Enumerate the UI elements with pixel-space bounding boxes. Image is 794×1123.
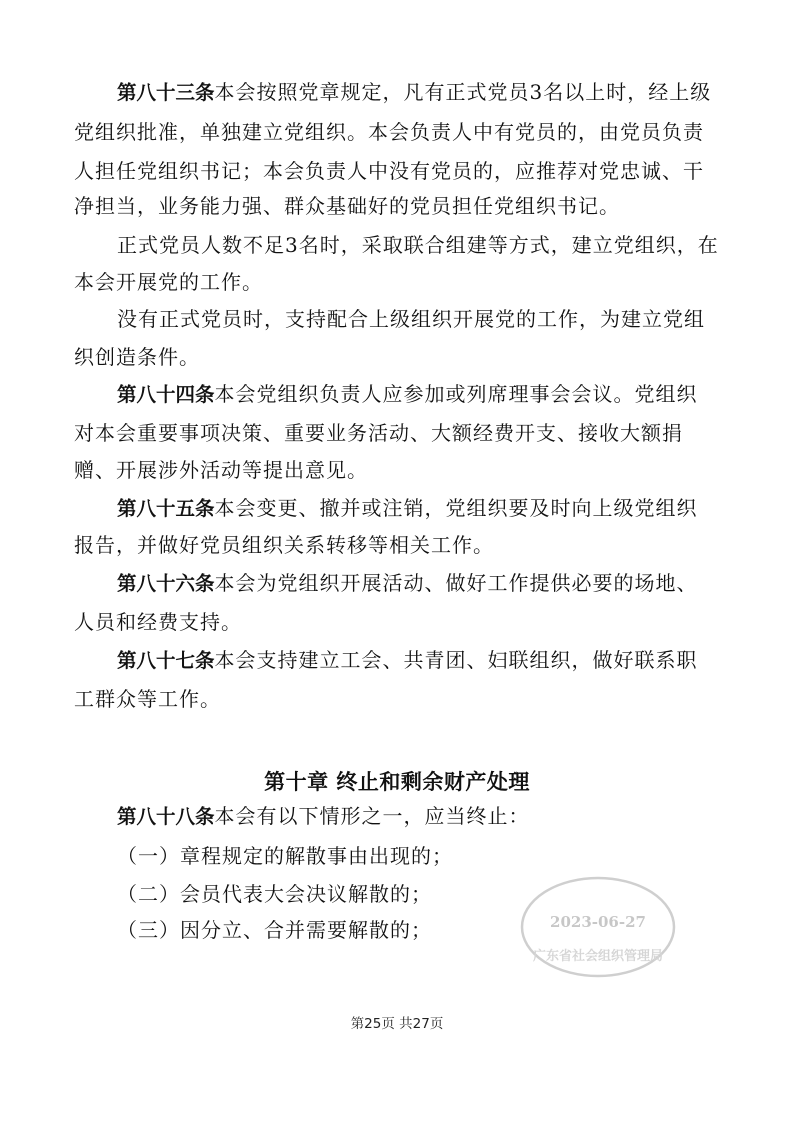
article-85-text: 本会变更、撤并或注销，党组织要及时向上级党组织: [214, 496, 698, 520]
article-88-text: 本会有以下情形之一，应当终止：: [214, 804, 530, 828]
party-member-insufficient-line-2: [74, 270, 263, 294]
paragraph-text: 对本会重要事项决策、重要业务活动、大额经费开支、接收大额捐: [74, 421, 683, 445]
article-86-text: 本会为党组织开展活动、做好工作提供必要的场地、: [214, 571, 698, 595]
article-86-line-2: [74, 610, 242, 634]
page-number-footer: 第25页 共27页: [350, 1016, 444, 1032]
article-84-text: 本会党组织负责人应参加或列席理事会会议。党组织: [214, 382, 698, 406]
paragraph-text: 报告，并做好党员组织关系转移等相关工作。: [74, 533, 494, 557]
article-86-line-1: [117, 571, 698, 596]
article-87-heading: 第八十七条: [117, 649, 215, 672]
article-83-heading: 第八十三条: [117, 81, 215, 104]
article-87-line-2: [74, 687, 221, 711]
paragraph-text: 净担当，业务能力强、群众基础好的党员担任党组织书记。: [74, 194, 620, 218]
list-item-text: （二）会员代表大会决议解散的；: [117, 882, 432, 906]
article-84-line-3: [74, 458, 368, 482]
list-item-text: （一）章程规定的解散事由出现的；: [117, 844, 453, 868]
article-83-line-1: [117, 80, 711, 105]
seal-organization: 广东省社会组织管理局: [532, 949, 664, 964]
party-member-insufficient-line-1: [117, 233, 719, 257]
article-83-line-4: [74, 194, 620, 218]
article-83-line-3: [74, 159, 704, 183]
no-party-member-line-2: [74, 345, 200, 369]
paragraph-text: 正式党员人数不足3名时，采取联合组建等方式，建立党组织，在: [117, 233, 719, 257]
article-85-heading: 第八十五条: [117, 497, 215, 520]
termination-item-1: [117, 844, 453, 868]
article-84-line-1: [117, 382, 698, 407]
paragraph-text: 没有正式党员时，支持配合上级组织开展党的工作，为建立党组: [117, 307, 705, 331]
article-87-line-1: [117, 648, 698, 673]
paragraph-text: 本会开展党的工作。: [74, 270, 263, 294]
termination-item-3: [117, 918, 432, 942]
paragraph-text: 党组织批准，单独建立党组织。本会负责人中有党员的，由党员负责: [74, 120, 704, 144]
article-86-heading: 第八十六条: [117, 572, 215, 595]
article-85-line-2: [74, 533, 494, 557]
paragraph-text: 人担任党组织书记；本会负责人中没有党员的，应推荐对党忠诚、干: [74, 159, 704, 183]
article-83-line-2: [74, 120, 704, 144]
article-84-line-2: [74, 421, 683, 445]
termination-item-2: [117, 882, 432, 906]
article-84-heading: 第八十四条: [117, 383, 215, 406]
official-seal: [518, 874, 678, 980]
article-88-heading: 第八十八条: [117, 805, 215, 828]
no-party-member-line-1: [117, 307, 705, 331]
paragraph-text: 织创造条件。: [74, 345, 200, 369]
chapter-title: 第十章 终止和剩余财产处理: [264, 770, 530, 794]
article-88-line-1: [117, 804, 530, 829]
seal-date: 2023-06-27: [550, 913, 646, 931]
paragraph-text: 人员和经费支持。: [74, 610, 242, 634]
paragraph-text: 赠、开展涉外活动等提出意见。: [74, 458, 368, 482]
article-83-text: 本会按照党章规定，凡有正式党员3名以上时，经上级: [214, 80, 712, 104]
article-87-text: 本会支持建立工会、共青团、妇联组织，做好联系职: [214, 648, 698, 672]
article-85-line-1: [117, 496, 698, 521]
list-item-text: （三）因分立、合并需要解散的；: [117, 918, 432, 942]
paragraph-text: 工群众等工作。: [74, 687, 221, 711]
